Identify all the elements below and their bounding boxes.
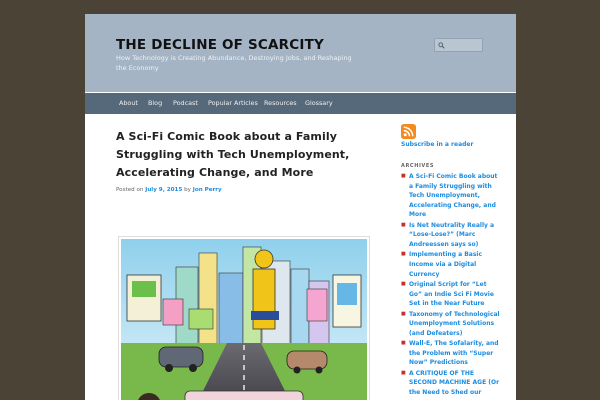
sidebar — [401, 124, 501, 398]
archive-link[interactable]: ■ A Sci-Fi Comic Book about a Family Struggling with Tech Unemployment, Accelerating Change, and More — [401, 172, 501, 220]
archive-link[interactable]: ■ Taxonomy of Technological Unemployment Solutions (and Defeaters) — [401, 310, 501, 339]
archive-link[interactable]: ■ Is Net Neutrality Really a “Lose-Lose?” (Marc Andreessen says so) — [401, 221, 501, 250]
post-image-frame — [118, 236, 370, 400]
archives-list — [401, 172, 501, 397]
rss-icon[interactable] — [401, 124, 416, 139]
archive-link[interactable]: ■ A CRITIQUE OF THE SECOND MACHINE AGE (Or the Need to Shed our — [401, 369, 501, 398]
archive-link[interactable]: ■ Original Script for “Let Go” an Indie Sci Fi Movie Set in the Near Future — [401, 280, 501, 309]
by-label: by — [184, 187, 191, 193]
main-content — [116, 128, 371, 193]
search-box[interactable] — [434, 38, 483, 52]
archive-link[interactable]: ■ Wall-E, The Sofalarity, and the Problem with “Super Now” Predictions — [401, 339, 501, 368]
site-header — [85, 14, 516, 92]
subscribe-link[interactable]: Subscribe in a reader — [401, 141, 474, 148]
archive-link[interactable]: ■ Implementing a Basic Income via a Digital Currency — [401, 250, 501, 279]
posted-on-label: Posted on — [116, 187, 144, 193]
nav-item-popular-articles[interactable]: Popular Articles — [208, 99, 258, 107]
post-title[interactable]: A Sci-Fi Comic Book about a Family Struggling with Tech Unemployment, Accelerating Change, and More — [116, 130, 350, 179]
nav-item-glossary[interactable]: Glossary — [305, 99, 333, 107]
search-input[interactable] — [447, 40, 481, 50]
post-author-link[interactable]: Jon Perry — [192, 187, 222, 193]
nav-item-podcast[interactable]: Podcast — [173, 99, 198, 107]
nav-item-blog[interactable]: Blog — [148, 99, 163, 107]
main-nav — [85, 93, 516, 114]
nav-item-resources[interactable]: Resources — [264, 99, 297, 107]
search-icon — [438, 42, 445, 49]
post-meta — [116, 187, 371, 193]
nav-item-about[interactable]: About — [119, 99, 138, 107]
archives-heading: ARCHIVES — [401, 163, 435, 169]
comic-illustration[interactable] — [121, 239, 367, 400]
site-title[interactable]: THE DECLINE OF SCARCITY — [116, 37, 324, 53]
post-date-link[interactable]: July 9, 2015 — [145, 187, 183, 193]
page — [85, 14, 516, 400]
site-description: How Technology is Creating Abundance, Destroying Jobs, and Reshaping the Economy — [116, 54, 352, 72]
